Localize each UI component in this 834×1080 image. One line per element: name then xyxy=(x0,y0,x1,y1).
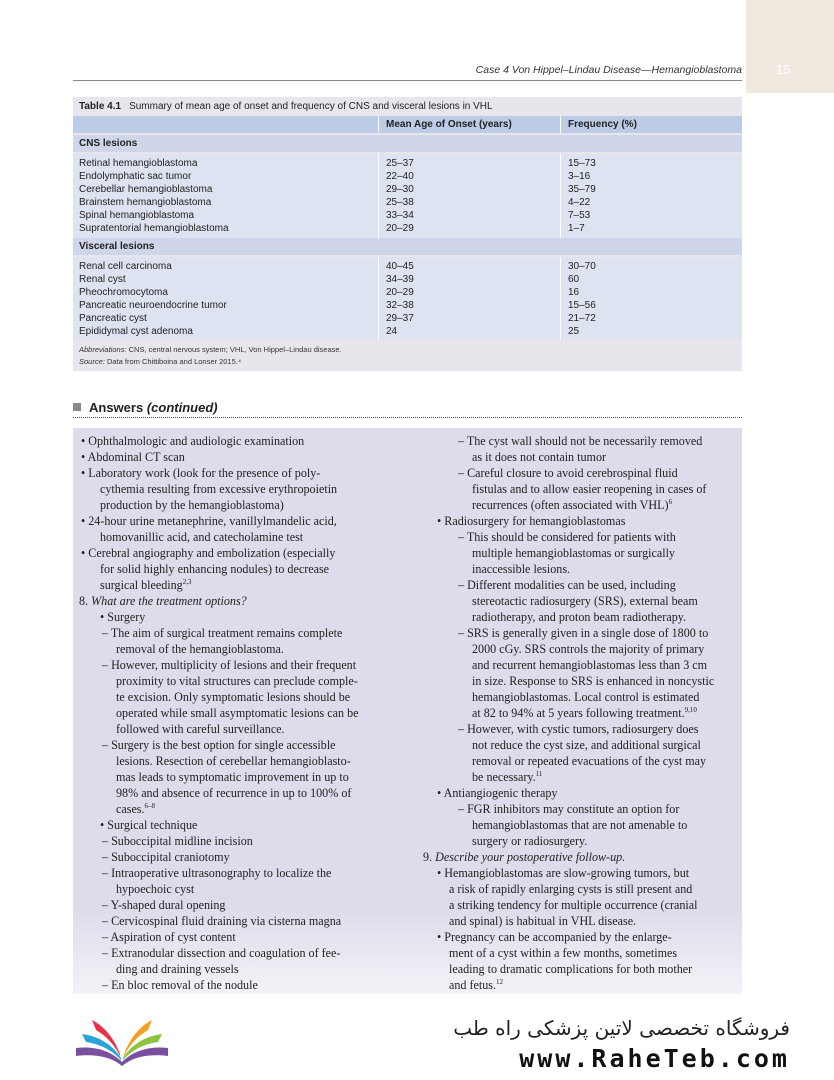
answer-line xyxy=(79,593,247,609)
table-cell-age: 33–34 xyxy=(386,210,414,221)
answer-text: surgical bleeding xyxy=(100,578,183,592)
answer-text: lesions. Resection of cerebellar hemangioblasto- xyxy=(116,754,351,768)
answer-line xyxy=(458,801,679,817)
column-divider xyxy=(378,154,379,238)
column-divider xyxy=(560,154,561,238)
answer-text: removal of the hemangioblastoma. xyxy=(116,642,284,656)
column-divider xyxy=(378,116,379,133)
answer-text: – Cervicospinal fluid draining via cisterna magna xyxy=(102,914,342,928)
section-label-visceral: Visceral lesions xyxy=(79,241,155,252)
answer-line xyxy=(102,897,225,913)
answer-line xyxy=(102,945,340,961)
answer-text: • Surgical technique xyxy=(100,818,198,832)
table-cell-freq: 3–16 xyxy=(568,171,591,182)
answer-line xyxy=(472,593,698,609)
table-cell-age: 22–40 xyxy=(386,171,414,182)
logo-page-purple xyxy=(76,1048,122,1066)
running-head: Case 4 Von Hippel–Lindau Disease—Hemangioblastoma xyxy=(475,64,742,76)
answer-line xyxy=(102,737,336,753)
answer-line xyxy=(116,641,284,657)
answer-text: operated while small asymptomatic lesions can be xyxy=(116,706,359,720)
answer-text: not reduce the cyst size, and additional surgical xyxy=(472,738,701,752)
answer-line xyxy=(100,497,284,513)
table-cell-name: Renal cyst xyxy=(79,274,126,285)
answer-text: a risk of rapidly enlarging cysts is still present and xyxy=(449,882,693,896)
answer-text: ment of a cyst within a few months, sometimes xyxy=(449,946,678,960)
answer-line xyxy=(423,849,625,865)
answer-text: for solid highly enhancing nodules) to decrease xyxy=(100,562,330,576)
answer-line xyxy=(449,913,636,929)
table-caption xyxy=(79,101,493,112)
answer-text: – The cyst wall should not be necessarily removed xyxy=(458,434,703,448)
table-cell-freq: 4–22 xyxy=(568,197,591,208)
answer-line xyxy=(102,833,253,849)
answer-text: as it does not contain tumor xyxy=(472,450,607,464)
answer-line xyxy=(472,657,707,673)
answer-text: stereotactic radiosurgery (SRS), external beam xyxy=(472,594,698,608)
answer-line xyxy=(116,673,358,689)
answer-line xyxy=(116,801,155,817)
answer-text: in size. Response to SRS is enhanced in noncystic xyxy=(472,674,715,688)
reference-superscript: 9,10 xyxy=(684,706,697,714)
table-footnote xyxy=(79,344,342,368)
answer-line xyxy=(100,577,191,593)
answer-text: followed with careful surveillance. xyxy=(116,722,285,736)
table-cell-age: 24 xyxy=(386,326,398,337)
answer-line xyxy=(472,689,699,705)
header-rule xyxy=(73,80,742,81)
answer-text: fistulas and to allow easier reopening in cases of xyxy=(472,482,707,496)
answer-line xyxy=(116,961,239,977)
answer-line xyxy=(449,945,677,961)
answer-line xyxy=(102,625,342,641)
abbrev-label: Abbreviations: xyxy=(79,345,127,354)
answer-line xyxy=(116,881,194,897)
table-cell-name: Spinal hemangioblastoma xyxy=(79,210,195,221)
source-text: Data from Chittiboina and Lonser 2015.⁴ xyxy=(104,357,242,366)
answers-heading xyxy=(73,400,218,415)
answer-line xyxy=(472,449,606,465)
answer-text: – Extranodular dissection and coagulation of fee- xyxy=(102,946,341,960)
reference-superscript: 11 xyxy=(535,770,543,778)
answers-continued: (continued) xyxy=(146,400,218,415)
table-cell-freq: 35–79 xyxy=(568,184,596,195)
table-cell-freq: 21–72 xyxy=(568,313,596,324)
book-logo-icon xyxy=(72,1010,172,1068)
answer-line xyxy=(437,785,557,801)
logo-page-purple-right xyxy=(122,1048,168,1066)
answer-text: multiple hemangioblastomas or surgically xyxy=(472,546,675,560)
answer-text: hypoechoic cyst xyxy=(116,882,195,896)
table-cell-age: 20–29 xyxy=(386,287,414,298)
answer-text: proximity to vital structures can preclude comple- xyxy=(116,674,358,688)
table-cell-freq: 15–73 xyxy=(568,158,596,169)
answer-line xyxy=(116,721,285,737)
table-cell-name: Brainstem hemangioblastoma xyxy=(79,197,212,208)
abbrev-text: CNS, central nervous system; VHL, Von Hippel–Lindau disease. xyxy=(126,345,342,354)
answer-text: cases. xyxy=(116,802,145,816)
table-4-1 xyxy=(73,97,742,371)
answer-text: te excision. Only symptomatic lesions should be xyxy=(116,690,351,704)
answer-text: a striking tendency for multiple occurrence (cranial xyxy=(449,898,698,912)
answer-text: inaccessible lesions. xyxy=(472,562,571,576)
cns-rows xyxy=(73,154,742,238)
table-cell-name: Epididymal cyst adenoma xyxy=(79,326,193,337)
table-cell-name: Retinal hemangioblastoma xyxy=(79,158,198,169)
answer-text: • Surgery xyxy=(100,610,146,624)
source-label: Source: xyxy=(79,357,105,366)
answer-line xyxy=(437,929,672,945)
answer-text: cythemia resulting from excessive erythropoietin xyxy=(100,482,338,496)
answer-text: – Y-shaped dural opening xyxy=(102,898,226,912)
answer-text: – However, multiplicity of lesions and their frequent xyxy=(102,658,357,672)
table-cell-freq: 16 xyxy=(568,287,580,298)
table-cell-name: Endolymphatic sac tumor xyxy=(79,171,192,182)
answer-line xyxy=(102,913,341,929)
answer-text: – The aim of surgical treatment remains complete xyxy=(102,626,343,640)
table-label: Table 4.1 xyxy=(79,101,122,112)
column-divider xyxy=(378,257,379,339)
answer-text: at 82 to 94% at 5 years following treatment. xyxy=(472,706,685,720)
answer-line xyxy=(458,721,698,737)
answer-text: and recurrent hemangioblastomas less than 3 cm xyxy=(472,658,708,672)
answer-line xyxy=(437,513,625,529)
table-cell-age: 29–37 xyxy=(386,313,414,324)
answer-line xyxy=(472,641,704,657)
answer-text: be necessary. xyxy=(472,770,536,784)
table-cell-age: 40–45 xyxy=(386,261,414,272)
answer-line xyxy=(472,481,706,497)
column-divider xyxy=(560,116,561,133)
answer-line xyxy=(458,529,676,545)
column-header-frequency: Frequency (%) xyxy=(568,119,637,130)
answer-text: – However, with cystic tumors, radiosurgery does xyxy=(458,722,699,736)
watermark-shop-name: فروشگاه تخصصی لاتین پزشکی راه طب xyxy=(453,1016,790,1040)
answer-line xyxy=(458,625,708,641)
answer-line xyxy=(102,929,236,945)
answer-text: • Cerebral angiography and embolization (especially xyxy=(81,546,336,560)
table-cell-name: Supratentorial hemangioblastoma xyxy=(79,223,229,234)
page-number: 15 xyxy=(776,62,791,77)
answer-text: 98% and absence of recurrence in up to 100% of xyxy=(116,786,352,800)
answer-text: – Different modalities can be used, including xyxy=(458,578,676,592)
answer-text: • Hemangioblastomas are slow-growing tumors, but xyxy=(437,866,690,880)
table-cell-age: 34–39 xyxy=(386,274,414,285)
answer-line xyxy=(102,865,331,881)
answer-text: removal or repeated evacuations of the cyst may xyxy=(472,754,707,768)
answer-text: mas leads to symptomatic improvement in up to xyxy=(116,770,349,784)
answer-line xyxy=(116,705,358,721)
table-cell-age: 32–38 xyxy=(386,300,414,311)
answer-line xyxy=(449,881,692,897)
visceral-rows xyxy=(73,257,742,339)
answers-title: Answers xyxy=(89,400,144,415)
table-caption-text: Summary of mean age of onset and frequency of CNS and visceral lesions in VHL xyxy=(129,101,493,112)
answer-line xyxy=(472,705,697,721)
table-cell-age: 20–29 xyxy=(386,223,414,234)
answer-text: surgery or radiosurgery. xyxy=(472,834,588,848)
answer-line xyxy=(472,545,675,561)
answer-text: production by the hemangioblastoma) xyxy=(100,498,284,512)
page-number-tab xyxy=(746,0,834,93)
table-cell-age: 25–38 xyxy=(386,197,414,208)
question-text: What are the treatment options? xyxy=(91,594,247,608)
table-cell-name: Cerebellar hemangioblastoma xyxy=(79,184,213,195)
column-divider xyxy=(560,257,561,339)
table-cell-name: Pancreatic neuroendocrine tumor xyxy=(79,300,227,311)
answer-line xyxy=(81,545,335,561)
answer-text: – SRS is generally given in a single dose of 1800 to xyxy=(458,626,709,640)
answer-line xyxy=(472,769,542,785)
answer-text: – En bloc removal of the nodule xyxy=(102,978,258,992)
answer-text: – Suboccipital craniotomy xyxy=(102,850,230,864)
answer-line xyxy=(458,433,702,449)
answer-text: – Intraoperative ultrasonography to localize the xyxy=(102,866,332,880)
table-cell-freq: 15–56 xyxy=(568,300,596,311)
question-text: Describe your postoperative follow-up. xyxy=(435,850,626,864)
answer-line xyxy=(100,609,145,625)
answer-line xyxy=(472,833,587,849)
table-cell-freq: 7–53 xyxy=(568,210,591,221)
table-cell-name: Renal cell carcinoma xyxy=(79,261,172,272)
answer-line xyxy=(116,769,349,785)
answer-text: and spinal) is habitual in VHL disease. xyxy=(449,914,637,928)
table-cell-freq: 60 xyxy=(568,274,580,285)
reference-superscript: 2,3 xyxy=(182,578,192,586)
answer-line xyxy=(81,449,185,465)
answer-line xyxy=(472,737,701,753)
answer-text: hemangioblastomas that are not amenable to xyxy=(472,818,688,832)
answer-line xyxy=(472,609,686,625)
table-cell-age: 29–30 xyxy=(386,184,414,195)
answer-line xyxy=(81,433,304,449)
section-header-visceral xyxy=(73,238,742,255)
answer-text: • Laboratory work (look for the presence of poly- xyxy=(81,466,321,480)
answer-text: – This should be considered for patients with xyxy=(458,530,676,544)
answer-line xyxy=(116,785,351,801)
answer-line xyxy=(102,977,258,993)
table-cell-freq: 25 xyxy=(568,326,580,337)
answer-text: • Ophthalmologic and audiologic examination xyxy=(81,434,305,448)
answer-line xyxy=(472,753,706,769)
answer-line xyxy=(449,961,692,977)
section-label-cns: CNS lesions xyxy=(79,138,138,149)
column-header-age: Mean Age of Onset (years) xyxy=(386,119,512,130)
answer-text: – FGR inhibitors may constitute an option for xyxy=(458,802,680,816)
section-header-cns xyxy=(73,135,742,152)
table-header-row xyxy=(73,116,742,133)
answer-text: – Surgery is the best option for single accessible xyxy=(102,738,336,752)
answer-line xyxy=(102,849,230,865)
answer-text: radiotherapy, and proton beam radiotherapy. xyxy=(472,610,687,624)
answer-text: – Suboccipital midline incision xyxy=(102,834,253,848)
answer-text: hemangioblastomas. Local control is estimated xyxy=(472,690,700,704)
answer-text: 9. xyxy=(423,850,436,864)
answer-line xyxy=(116,689,350,705)
answer-text: – Careful closure to avoid cerebrospinal fluid xyxy=(458,466,678,480)
answer-line xyxy=(102,657,356,673)
table-cell-freq: 1–7 xyxy=(568,223,585,234)
reference-superscript: 6–8 xyxy=(144,802,156,810)
answer-text: • Antiangiogenic therapy xyxy=(437,786,558,800)
answer-text: and fetus. xyxy=(449,978,497,992)
answer-line xyxy=(437,865,689,881)
answer-text: • Radiosurgery for hemangioblastomas xyxy=(437,514,626,528)
reference-superscript: 12 xyxy=(496,978,504,986)
answer-line xyxy=(81,513,337,529)
dotted-rule xyxy=(73,417,742,418)
answer-line xyxy=(81,465,320,481)
square-bullet-icon xyxy=(73,403,81,411)
answer-text: homovanillic acid, and catecholamine test xyxy=(100,530,304,544)
answer-text: • Pregnancy can be accompanied by the enlarge- xyxy=(437,930,672,944)
answer-line xyxy=(472,673,714,689)
answer-text: – Aspiration of cyst content xyxy=(102,930,236,944)
answer-text: ding and draining vessels xyxy=(116,962,239,976)
answer-text: • 24-hour urine metanephrine, vanillylmandelic acid, xyxy=(81,514,337,528)
answer-line xyxy=(100,481,337,497)
answer-text: • Abdominal CT scan xyxy=(81,450,185,464)
answer-line xyxy=(458,577,676,593)
reference-superscript: 6 xyxy=(668,498,673,506)
answer-line xyxy=(472,817,687,833)
answer-line xyxy=(116,753,351,769)
answer-line xyxy=(472,561,570,577)
answer-line xyxy=(100,817,197,833)
answers-box xyxy=(73,428,742,994)
table-cell-name: Pancreatic cyst xyxy=(79,313,147,324)
answer-text: 8. xyxy=(79,594,92,608)
answer-text: leading to dramatic complications for both mother xyxy=(449,962,693,976)
answer-line xyxy=(472,497,672,513)
table-cell-name: Pheochromocytoma xyxy=(79,287,168,298)
answer-text: recurrences (often associated with VHL) xyxy=(472,498,669,512)
answer-line xyxy=(100,561,329,577)
answer-line xyxy=(449,977,503,993)
watermark-url: www.RaheTeb.com xyxy=(519,1044,790,1073)
table-cell-age: 25–37 xyxy=(386,158,414,169)
table-cell-freq: 30–70 xyxy=(568,261,596,272)
answer-line xyxy=(458,465,678,481)
answer-text: 2000 cGy. SRS controls the majority of primary xyxy=(472,642,705,656)
answer-line xyxy=(100,529,303,545)
answer-line xyxy=(449,897,697,913)
